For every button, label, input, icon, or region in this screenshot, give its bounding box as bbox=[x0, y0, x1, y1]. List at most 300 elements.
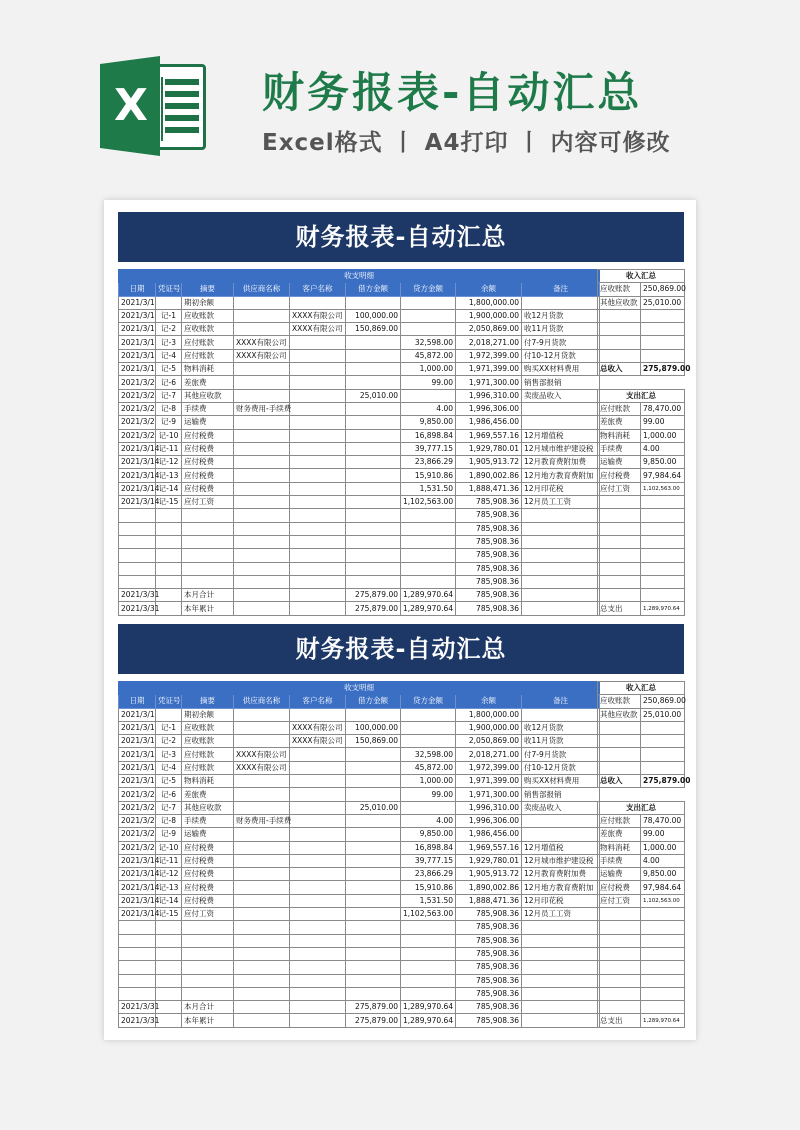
table-cell: 销售部报销 bbox=[522, 788, 600, 801]
table-cell bbox=[346, 854, 401, 867]
expense-total-value: 1,289,970.64 bbox=[641, 602, 685, 615]
table-cell bbox=[234, 921, 290, 934]
column-header: 客户名称 bbox=[290, 283, 346, 296]
table-cell: 应付账款 bbox=[182, 748, 234, 761]
table-cell: 差旅费 bbox=[182, 376, 234, 389]
expense-value: 4.00 bbox=[641, 854, 685, 867]
table-cell bbox=[401, 323, 456, 336]
table-cell bbox=[234, 934, 290, 947]
table-cell: 2021/3/31 bbox=[119, 1014, 156, 1027]
table-cell: 1,969,557.16 bbox=[456, 841, 522, 854]
table-cell: 2021/3/1 bbox=[119, 323, 156, 336]
page-subtitle: Excel格式 丨 A4打印 丨 内容可修改 bbox=[262, 130, 671, 156]
table-cell bbox=[346, 947, 401, 960]
expense-row bbox=[598, 894, 685, 907]
table-cell bbox=[290, 496, 346, 509]
income-total-label: 总收入 bbox=[598, 775, 641, 788]
table-cell bbox=[290, 814, 346, 827]
table-cell: 1,971,300.00 bbox=[456, 788, 522, 801]
table-cell bbox=[156, 1001, 182, 1014]
summary-table bbox=[597, 681, 691, 1028]
table-cell: 1,102,563.00 bbox=[401, 496, 456, 509]
expense-value: 1,000.00 bbox=[641, 841, 685, 854]
table-cell: 手续费 bbox=[182, 402, 234, 415]
table-row bbox=[119, 522, 600, 535]
income-label: 应收账款 bbox=[598, 283, 641, 296]
table-cell bbox=[346, 748, 401, 761]
table-cell bbox=[401, 721, 456, 734]
table-cell bbox=[234, 363, 290, 376]
table-cell bbox=[290, 509, 346, 522]
table-cell: 记-15 bbox=[156, 496, 182, 509]
table-cell: 1,289,970.64 bbox=[401, 589, 456, 602]
table-cell bbox=[346, 894, 401, 907]
table-cell bbox=[522, 974, 600, 987]
table-row bbox=[119, 589, 600, 602]
column-header: 凭证号 bbox=[156, 695, 182, 708]
table-cell: 785,908.36 bbox=[456, 947, 522, 960]
table-cell: 记-13 bbox=[156, 469, 182, 482]
table-cell: 购买XX材料费用 bbox=[522, 363, 600, 376]
expense-value: 1,102,563.00 bbox=[641, 482, 685, 495]
table-cell bbox=[346, 336, 401, 349]
table-cell: 1,289,970.64 bbox=[401, 1001, 456, 1014]
table-cell bbox=[290, 788, 346, 801]
table-cell bbox=[522, 416, 600, 429]
income-value: 250,869.00 bbox=[641, 283, 685, 296]
table-cell: 100,000.00 bbox=[346, 309, 401, 322]
column-header: 客户名称 bbox=[290, 695, 346, 708]
table-cell bbox=[234, 509, 290, 522]
table-cell: 收12月货款 bbox=[522, 721, 600, 734]
expense-row bbox=[598, 456, 685, 469]
table-cell: 应付税费 bbox=[182, 881, 234, 894]
table-cell bbox=[346, 376, 401, 389]
expense-row bbox=[598, 814, 685, 827]
table-cell bbox=[522, 522, 600, 535]
table-cell: 15,910.86 bbox=[401, 881, 456, 894]
table-cell: 应付税费 bbox=[182, 442, 234, 455]
table-cell: 应付税费 bbox=[182, 894, 234, 907]
table-cell: 1,986,456.00 bbox=[456, 828, 522, 841]
table-cell: 应收账款 bbox=[182, 323, 234, 336]
table-cell bbox=[290, 575, 346, 588]
income-label: 其他应收款 bbox=[598, 708, 641, 721]
table-cell bbox=[119, 934, 156, 947]
table-cell: 应付账款 bbox=[182, 336, 234, 349]
table-cell bbox=[290, 456, 346, 469]
table-cell: 785,908.36 bbox=[456, 908, 522, 921]
column-header: 日期 bbox=[119, 283, 156, 296]
table-cell bbox=[401, 735, 456, 748]
table-cell bbox=[234, 1014, 290, 1027]
expense-value: 97,984.64 bbox=[641, 469, 685, 482]
table-cell: 记-2 bbox=[156, 735, 182, 748]
table-cell: 应付工资 bbox=[182, 496, 234, 509]
table-cell: 记-1 bbox=[156, 721, 182, 734]
table-cell bbox=[119, 535, 156, 548]
table-cell bbox=[401, 309, 456, 322]
table-cell bbox=[156, 934, 182, 947]
table-cell bbox=[119, 575, 156, 588]
table-row bbox=[119, 921, 600, 934]
table-cell: 1,905,913.72 bbox=[456, 868, 522, 881]
table-cell bbox=[401, 296, 456, 309]
column-header: 贷方金额 bbox=[401, 283, 456, 296]
table-cell: 记-10 bbox=[156, 429, 182, 442]
table-cell: 785,908.36 bbox=[456, 961, 522, 974]
table-cell: 39,777.15 bbox=[401, 854, 456, 867]
table-cell bbox=[290, 1001, 346, 1014]
expense-value: 99.00 bbox=[641, 416, 685, 429]
table-row bbox=[119, 708, 600, 721]
table-cell bbox=[522, 402, 600, 415]
table-cell: 150,869.00 bbox=[346, 735, 401, 748]
table-cell bbox=[522, 602, 600, 615]
table-cell bbox=[290, 987, 346, 1000]
table-cell bbox=[234, 987, 290, 1000]
table-cell: 2021/3/1 bbox=[119, 721, 156, 734]
table-row bbox=[119, 1014, 600, 1027]
table-cell bbox=[346, 881, 401, 894]
table-cell bbox=[290, 801, 346, 814]
table-cell bbox=[290, 934, 346, 947]
table-cell: 100,000.00 bbox=[346, 721, 401, 734]
table-cell: 本月合计 bbox=[182, 589, 234, 602]
table-cell: 应付账款 bbox=[182, 761, 234, 774]
table-row bbox=[119, 841, 600, 854]
table-cell: 2021/3/1 bbox=[119, 748, 156, 761]
table-cell bbox=[401, 575, 456, 588]
table-cell bbox=[119, 947, 156, 960]
table-cell: XXXX有限公司 bbox=[234, 349, 290, 362]
table-cell: 记-4 bbox=[156, 761, 182, 774]
table-cell bbox=[290, 868, 346, 881]
logo-letter: X bbox=[114, 80, 148, 131]
table-cell bbox=[401, 801, 456, 814]
table-cell: 1,972,399.00 bbox=[456, 349, 522, 362]
table-cell: 付10-12月货款 bbox=[522, 761, 600, 774]
table-row bbox=[119, 748, 600, 761]
expense-value: 9,850.00 bbox=[641, 868, 685, 881]
expense-row bbox=[598, 854, 685, 867]
income-value: 25,010.00 bbox=[641, 296, 685, 309]
table-row bbox=[119, 309, 600, 322]
income-total-value: 275,879.00 bbox=[641, 363, 685, 376]
expense-label: 应付工资 bbox=[598, 482, 641, 495]
table-cell bbox=[346, 974, 401, 987]
table-cell: 2021/3/14 bbox=[119, 894, 156, 907]
table-cell bbox=[119, 921, 156, 934]
table-cell bbox=[401, 549, 456, 562]
table-cell: 记-8 bbox=[156, 402, 182, 415]
table-cell bbox=[234, 482, 290, 495]
table-cell bbox=[156, 987, 182, 1000]
expense-value: 4.00 bbox=[641, 442, 685, 455]
table-cell: 1,000.00 bbox=[401, 775, 456, 788]
table-cell: 39,777.15 bbox=[401, 442, 456, 455]
ledger-table bbox=[118, 269, 600, 616]
table-cell: 2021/3/1 bbox=[119, 296, 156, 309]
table-cell bbox=[346, 456, 401, 469]
table-row bbox=[119, 934, 600, 947]
table-cell bbox=[290, 336, 346, 349]
table-cell bbox=[234, 881, 290, 894]
table-cell: 付10-12月货款 bbox=[522, 349, 600, 362]
table-cell: 785,908.36 bbox=[456, 589, 522, 602]
table-cell: 25,010.00 bbox=[346, 801, 401, 814]
table-cell bbox=[522, 562, 600, 575]
table-cell bbox=[522, 961, 600, 974]
table-row bbox=[119, 881, 600, 894]
table-cell: 2021/3/1 bbox=[119, 363, 156, 376]
table-cell bbox=[346, 429, 401, 442]
table-cell: 2021/3/14 bbox=[119, 482, 156, 495]
table-cell bbox=[346, 535, 401, 548]
table-cell bbox=[290, 881, 346, 894]
table-cell: 12月地方教育费附加 bbox=[522, 469, 600, 482]
table-cell: 785,908.36 bbox=[456, 509, 522, 522]
table-cell: 1,996,306.00 bbox=[456, 402, 522, 415]
table-cell: 12月员工工资 bbox=[522, 908, 600, 921]
expense-row bbox=[598, 442, 685, 455]
table-cell: 99.00 bbox=[401, 788, 456, 801]
table-row bbox=[119, 535, 600, 548]
expense-row bbox=[598, 482, 685, 495]
table-cell bbox=[182, 961, 234, 974]
table-cell: 785,908.36 bbox=[456, 549, 522, 562]
table-cell bbox=[119, 987, 156, 1000]
table-row bbox=[119, 456, 600, 469]
expense-value: 97,984.64 bbox=[641, 881, 685, 894]
table-cell: 2021/3/31 bbox=[119, 602, 156, 615]
table-cell: 2021/3/14 bbox=[119, 908, 156, 921]
table-cell bbox=[182, 562, 234, 575]
table-cell: 2021/3/2 bbox=[119, 841, 156, 854]
table-cell bbox=[234, 429, 290, 442]
table-row bbox=[119, 296, 600, 309]
column-header: 余额 bbox=[456, 283, 522, 296]
table-cell: 记-9 bbox=[156, 416, 182, 429]
table-cell: 2021/3/14 bbox=[119, 469, 156, 482]
table-cell: 1,900,000.00 bbox=[456, 309, 522, 322]
table-cell bbox=[401, 987, 456, 1000]
table-cell: 2021/3/1 bbox=[119, 708, 156, 721]
table-cell bbox=[119, 974, 156, 987]
table-cell: 记-9 bbox=[156, 828, 182, 841]
table-cell: 记-8 bbox=[156, 814, 182, 827]
table-cell bbox=[522, 708, 600, 721]
expense-total-value: 1,289,970.64 bbox=[641, 1014, 685, 1027]
table-row bbox=[119, 402, 600, 415]
table-row bbox=[119, 894, 600, 907]
table-cell bbox=[290, 589, 346, 602]
table-cell bbox=[290, 894, 346, 907]
table-cell: 物料消耗 bbox=[182, 775, 234, 788]
table-cell bbox=[182, 947, 234, 960]
table-cell bbox=[156, 522, 182, 535]
table-cell bbox=[156, 602, 182, 615]
income-caption: 收入汇总 bbox=[598, 270, 685, 283]
table-cell bbox=[401, 961, 456, 974]
table-cell bbox=[234, 602, 290, 615]
table-cell bbox=[346, 469, 401, 482]
table-cell: 2,018,271.00 bbox=[456, 336, 522, 349]
table-cell: 2021/3/1 bbox=[119, 775, 156, 788]
table-cell: 1,531.50 bbox=[401, 894, 456, 907]
table-cell: 记-12 bbox=[156, 868, 182, 881]
table-cell bbox=[401, 522, 456, 535]
table-cell bbox=[119, 562, 156, 575]
table-cell bbox=[346, 562, 401, 575]
table-cell bbox=[156, 974, 182, 987]
table-cell: 1,996,310.00 bbox=[456, 389, 522, 402]
table-cell bbox=[156, 961, 182, 974]
table-cell bbox=[346, 416, 401, 429]
income-value: 25,010.00 bbox=[641, 708, 685, 721]
table-cell bbox=[182, 575, 234, 588]
table-cell bbox=[346, 708, 401, 721]
table-cell bbox=[290, 947, 346, 960]
table-cell: 4.00 bbox=[401, 814, 456, 827]
table-cell: 785,908.36 bbox=[456, 575, 522, 588]
table-row bbox=[119, 562, 600, 575]
expense-label: 物料消耗 bbox=[598, 429, 641, 442]
table-cell: 其他应收款 bbox=[182, 801, 234, 814]
table-cell bbox=[346, 908, 401, 921]
table-cell: XXXX有限公司 bbox=[290, 735, 346, 748]
table-cell: 应付税费 bbox=[182, 469, 234, 482]
table-cell bbox=[182, 522, 234, 535]
table-cell: 记-6 bbox=[156, 376, 182, 389]
table-row bbox=[119, 336, 600, 349]
table-cell: 12月员工工资 bbox=[522, 496, 600, 509]
table-cell: 记-13 bbox=[156, 881, 182, 894]
table-cell: 期初余额 bbox=[182, 296, 234, 309]
table-cell bbox=[346, 402, 401, 415]
table-cell: 785,908.36 bbox=[456, 602, 522, 615]
table-cell: 785,908.36 bbox=[456, 1001, 522, 1014]
table-cell: 1,929,780.01 bbox=[456, 442, 522, 455]
table-cell: 785,908.36 bbox=[456, 562, 522, 575]
table-cell bbox=[234, 1001, 290, 1014]
table-cell bbox=[290, 775, 346, 788]
table-cell: 275,879.00 bbox=[346, 602, 401, 615]
column-header: 借方金额 bbox=[346, 695, 401, 708]
table-cell: 收11月货款 bbox=[522, 735, 600, 748]
table-cell: 12月增值税 bbox=[522, 429, 600, 442]
table-cell bbox=[234, 828, 290, 841]
table-cell: 差旅费 bbox=[182, 788, 234, 801]
table-cell bbox=[401, 562, 456, 575]
table-row bbox=[119, 801, 600, 814]
table-row bbox=[119, 482, 600, 495]
table-cell: 记-6 bbox=[156, 788, 182, 801]
table-cell bbox=[234, 841, 290, 854]
table-cell: 785,908.36 bbox=[456, 1014, 522, 1027]
table-cell: 1,888,471.36 bbox=[456, 894, 522, 907]
table-cell: 记-3 bbox=[156, 748, 182, 761]
table-cell: 手续费 bbox=[182, 814, 234, 827]
table-cell: 2,050,869.00 bbox=[456, 735, 522, 748]
table-cell bbox=[182, 934, 234, 947]
table-cell bbox=[234, 775, 290, 788]
expense-value: 78,470.00 bbox=[641, 814, 685, 827]
table-cell bbox=[346, 987, 401, 1000]
table-cell bbox=[234, 456, 290, 469]
table-cell bbox=[346, 921, 401, 934]
table-cell: 1,972,399.00 bbox=[456, 761, 522, 774]
table-cell: 2021/3/31 bbox=[119, 589, 156, 602]
table-cell: 1,900,000.00 bbox=[456, 721, 522, 734]
table-cell bbox=[522, 549, 600, 562]
table-row bbox=[119, 469, 600, 482]
expense-label: 物料消耗 bbox=[598, 841, 641, 854]
table-cell bbox=[346, 522, 401, 535]
table-cell: 25,010.00 bbox=[346, 389, 401, 402]
column-header: 备注 bbox=[522, 283, 600, 296]
table-cell: 1,289,970.64 bbox=[401, 602, 456, 615]
table-row bbox=[119, 788, 600, 801]
expense-row bbox=[598, 416, 685, 429]
table-cell bbox=[522, 934, 600, 947]
ledger-caption: 收支明细 bbox=[119, 270, 600, 283]
table-cell: 1,971,300.00 bbox=[456, 376, 522, 389]
table-row bbox=[119, 575, 600, 588]
table-cell bbox=[182, 974, 234, 987]
table-cell bbox=[234, 296, 290, 309]
table-cell: 12月城市维护建设税 bbox=[522, 854, 600, 867]
table-row bbox=[119, 602, 600, 615]
expense-value: 1,102,563.00 bbox=[641, 894, 685, 907]
table-row bbox=[119, 416, 600, 429]
table-cell: 785,908.36 bbox=[456, 522, 522, 535]
income-row bbox=[598, 283, 685, 296]
table-cell: 275,879.00 bbox=[346, 589, 401, 602]
table-row bbox=[119, 947, 600, 960]
table-cell: 2021/3/1 bbox=[119, 309, 156, 322]
table-cell bbox=[290, 376, 346, 389]
table-cell bbox=[290, 841, 346, 854]
table-cell bbox=[401, 535, 456, 548]
table-cell bbox=[346, 575, 401, 588]
table-cell: 2021/3/14 bbox=[119, 868, 156, 881]
table-cell: 记-10 bbox=[156, 841, 182, 854]
table-cell: 卖废品收入 bbox=[522, 801, 600, 814]
table-row bbox=[119, 363, 600, 376]
table-cell bbox=[346, 509, 401, 522]
table-cell bbox=[182, 987, 234, 1000]
table-cell bbox=[522, 575, 600, 588]
table-cell: 785,908.36 bbox=[456, 496, 522, 509]
table-cell: 2,050,869.00 bbox=[456, 323, 522, 336]
income-value: 250,869.00 bbox=[641, 695, 685, 708]
table-cell: 1,531.50 bbox=[401, 482, 456, 495]
table-cell bbox=[401, 708, 456, 721]
table-cell bbox=[156, 589, 182, 602]
table-cell: 9,850.00 bbox=[401, 828, 456, 841]
expense-label: 应付账款 bbox=[598, 402, 641, 415]
table-cell: 16,898.84 bbox=[401, 841, 456, 854]
expense-value: 99.00 bbox=[641, 828, 685, 841]
table-cell bbox=[156, 535, 182, 548]
table-cell: 2021/3/1 bbox=[119, 761, 156, 774]
expense-label: 应付工资 bbox=[598, 894, 641, 907]
expense-label: 应付账款 bbox=[598, 814, 641, 827]
table-cell: 2021/3/2 bbox=[119, 376, 156, 389]
table-cell: 785,908.36 bbox=[456, 535, 522, 548]
table-cell: 2021/3/14 bbox=[119, 881, 156, 894]
